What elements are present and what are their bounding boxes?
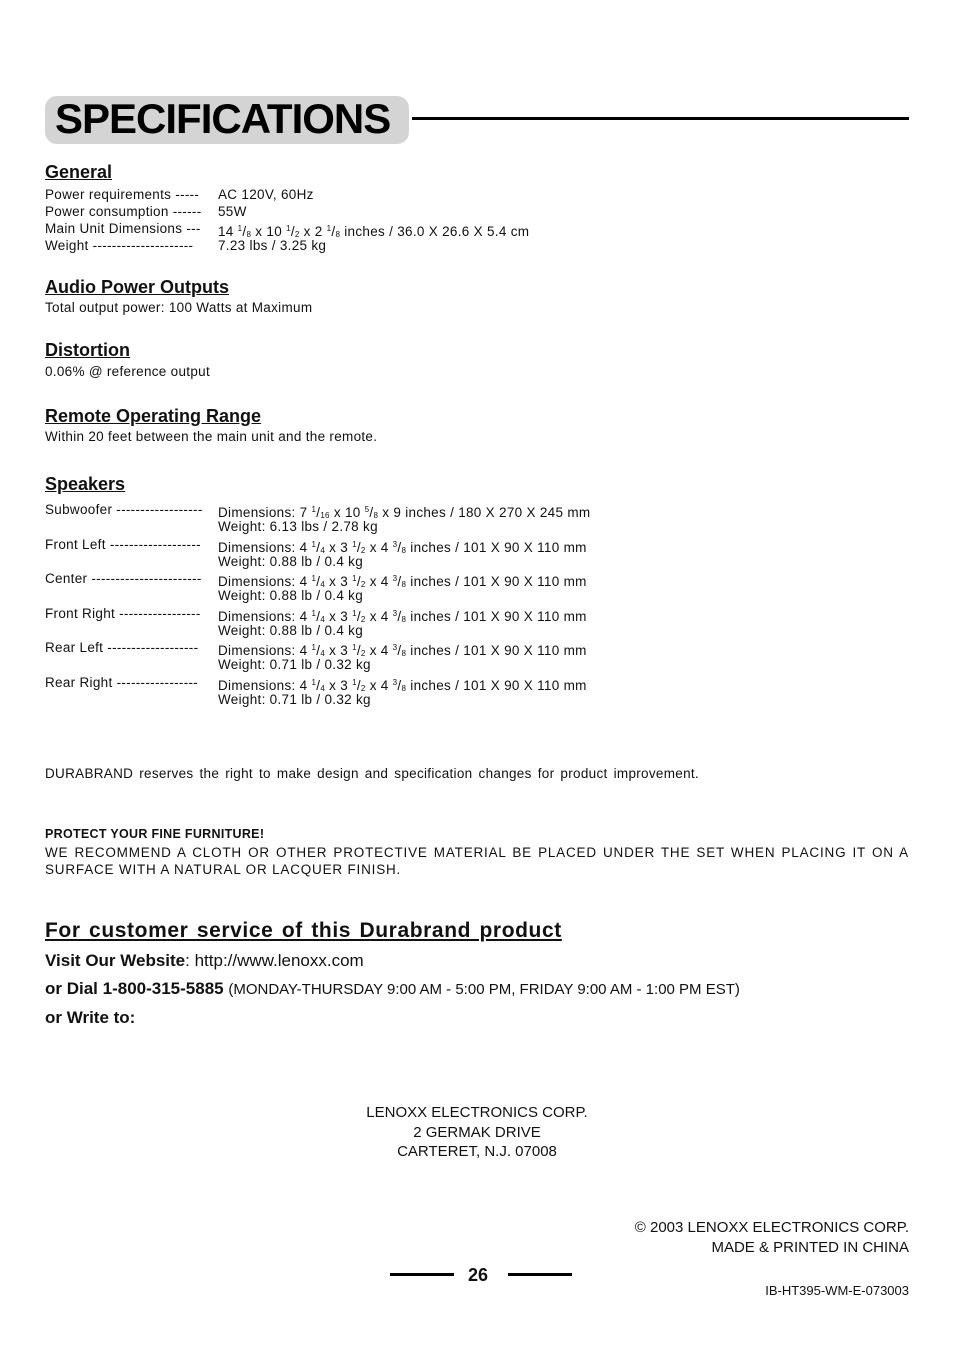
speaker-label: Center -----------------------: [45, 571, 202, 587]
dial-line: [45, 978, 740, 1001]
speaker-weight: Weight: 0.88 lb / 0.4 kg: [218, 588, 364, 604]
page-number-rule-right: [508, 1273, 572, 1276]
protect-heading: PROTECT YOUR FINE FURNITURE!: [45, 827, 265, 841]
audio-text: Total output power: 100 Watts at Maximum: [45, 300, 313, 315]
title-rule: [412, 117, 909, 120]
general-label-weight: Weight ---------------------: [45, 238, 194, 253]
audio-heading: Audio Power Outputs: [45, 277, 229, 297]
made-in-text: MADE & PRINTED IN CHINA: [711, 1239, 909, 1256]
page-number: 26: [467, 1265, 489, 1285]
speaker-label: Rear Right -----------------: [45, 675, 199, 690]
general-value-weight: 7.23 lbs / 3.25 kg: [218, 238, 327, 253]
speaker-weight: Weight: 0.88 lb / 0.4 kg: [218, 622, 364, 638]
speaker-weight: Weight: 6.13 lbs / 2.78 kg: [218, 519, 378, 534]
general-value-power-cons: 55W: [218, 204, 247, 219]
general-label-power-cons: Power consumption ------: [45, 204, 202, 219]
address-line-2: 2 GERMAK DRIVE: [413, 1124, 541, 1141]
service-hours: (MONDAY-THURSDAY 9:00 AM - 5:00 PM, FRIDAY 9:00 AM - 1:00 PM EST): [228, 981, 740, 998]
address-line-3: CARTERET, N.J. 07008: [397, 1143, 557, 1160]
speaker-dimensions: Dimensions: 4 $^1/_4$ x 3 $^1/_2$ x 4 $^3/_8$ inches / 101 X 90 X 110 mm: [218, 539, 587, 555]
customer-service-heading: For customer service of this Durabrand product: [45, 919, 562, 942]
remote-text: Within 20 feet between the main unit and the remote.: [45, 429, 378, 444]
speaker-dimensions: Dimensions: 4 $^1/_4$ x 3 $^1/_2$ x 4 $^3/_8$ inches / 101 X 90 X 110 mm: [218, 643, 587, 659]
distortion-text: 0.06% @ reference output: [45, 364, 211, 379]
general-value-dimensions: 14 $^1/_8$ x 10 $^1/_2$ x 2 $^1/_8$ inches / 36.0 X 26.6 X 5.4 cm: [218, 224, 530, 239]
speaker-label: Front Left -------------------: [45, 536, 201, 552]
website-label: Visit Our Website: [45, 951, 186, 970]
copyright-text: © 2003 LENOXX ELECTRONICS CORP.: [634, 1219, 909, 1236]
general-value-power-req: AC 120V, 60Hz: [218, 187, 314, 202]
general-label-power-req: Power requirements -----: [45, 187, 200, 202]
general-heading: General: [45, 162, 113, 182]
speaker-weight: Weight: 0.88 lb / 0.4 kg: [218, 553, 364, 569]
speaker-weight: Weight: 0.71 lb / 0.32 kg: [218, 657, 371, 673]
address-line-1: LENOXX ELECTRONICS CORP.: [366, 1104, 588, 1121]
general-label-dimensions: Main Unit Dimensions ---: [45, 221, 201, 236]
page-title: SPECIFICATIONS: [55, 95, 391, 142]
speaker-label: Subwoofer ------------------: [45, 502, 203, 517]
speaker-label: Front Right -----------------: [45, 605, 201, 621]
speaker-dimensions: Dimensions: 4 $^1/_4$ x 3 $^1/_2$ x 4 $^3/_8$ inches / 101 X 90 X 110 mm: [218, 574, 587, 590]
speaker-weight: Weight: 0.71 lb / 0.32 kg: [218, 692, 371, 707]
speaker-dimensions: Dimensions: 4 $^1/_4$ x 3 $^1/_2$ x 4 $^3/_8$ inches / 101 X 90 X 110 mm: [218, 608, 587, 624]
doc-code: IB-HT395-WM-E-073003: [765, 1283, 909, 1298]
speaker-dimensions: Dimensions: 4 $^1/_4$ x 3 $^1/_2$ x 4 $^3/_8$ inches / 101 X 90 X 110 mm: [218, 678, 587, 693]
notice-text: DURABRAND reserves the right to make design and specification changes for product improvement.: [45, 766, 699, 781]
dial-label: or Dial 1-800-315-5885: [45, 979, 224, 998]
write-line: [45, 1007, 135, 1029]
website-line: [45, 950, 364, 972]
page-number-rule-left: [390, 1273, 454, 1276]
write-label: or Write to:: [45, 1008, 136, 1027]
speaker-dimensions: Dimensions: 7 $^1/_{16}$ x 10 $^5/_8$ x 9 inches / 180 X 270 X 245 mm: [218, 505, 591, 520]
remote-heading: Remote Operating Range: [45, 406, 262, 426]
speaker-label: Rear Left -------------------: [45, 640, 199, 656]
protect-text: WE RECOMMEND A CLOTH OR OTHER PROTECTIVE MATERIAL BE PLACED UNDER THE SET WHEN PLACING IT ON A SURFACE WITH A NATURAL OR LACQUER FINISH.: [45, 845, 909, 877]
speakers-heading: Speakers: [45, 474, 126, 494]
website-url[interactable]: : http://www.lenoxx.com: [185, 951, 364, 970]
distortion-heading: Distortion: [45, 340, 130, 360]
